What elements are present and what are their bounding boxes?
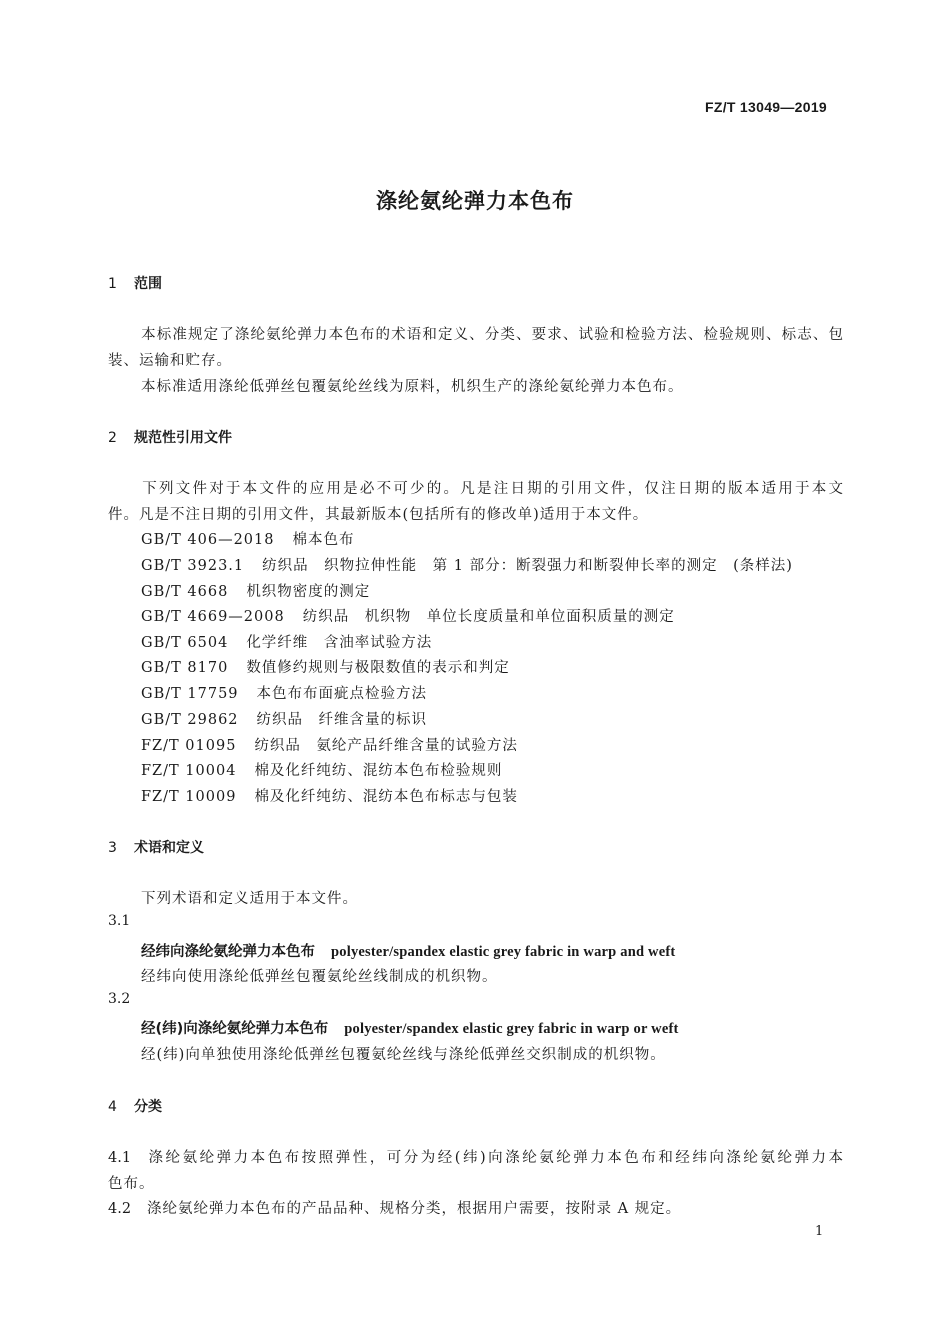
section-title: 术语和定义 xyxy=(134,840,204,856)
reference-item: GB/T 17759 本色布布面疵点检验方法 xyxy=(141,686,428,702)
standard-number: FZ/T 13049—2019 xyxy=(705,99,828,115)
reference-item: GB/T 406—2018 棉本色布 xyxy=(141,532,355,548)
term-entry xyxy=(141,1017,679,1038)
reference-item: GB/T 4668 机织物密度的测定 xyxy=(141,584,371,600)
term-entry xyxy=(141,940,675,961)
clause-4-1-line2: 色布。 xyxy=(108,1176,155,1192)
clause-4-2: 4.2 涤纶氨纶弹力本色布的产品品种、规格分类，根据用户需要，按附录 A 规定。 xyxy=(108,1201,682,1217)
s2-intro-line2: 件。凡是不注日期的引用文件，其最新版本(包括所有的修改单)适用于本文件。 xyxy=(108,507,649,523)
section-title: 范围 xyxy=(134,276,162,292)
clause-number: 4.2 xyxy=(108,1201,132,1217)
reference-item: GB/T 8170 数值修约规则与极限数值的表示和判定 xyxy=(141,660,510,676)
clause-number: 4.1 xyxy=(108,1150,132,1166)
reference-item: GB/T 6504 化学纤维 含油率试验方法 xyxy=(141,635,433,651)
s1-paragraph1-line2: 装、运输和贮存。 xyxy=(108,353,232,369)
section-number: 4 xyxy=(108,1099,117,1115)
reference-item: FZ/T 01095 纺织品 氨纶产品纤维含量的试验方法 xyxy=(141,738,518,754)
term-number: 3.1 xyxy=(108,913,131,929)
page-title: 涤纶氨纶弹力本色布 xyxy=(376,189,574,213)
section-number: 2 xyxy=(108,430,117,446)
page-number: 1 xyxy=(815,1224,824,1239)
reference-item: GB/T 4669—2008 纺织品 机织物 单位长度质量和单位面积质量的测定 xyxy=(141,609,675,625)
term-definition: 经纬向使用涤纶低弹丝包覆氨纶丝线制成的机织物。 xyxy=(141,969,498,985)
reference-item: GB/T 3923.1 纺织品 织物拉伸性能 第 1 部分：断裂强力和断裂伸长率的测定 (条样法) xyxy=(141,558,793,574)
clause-4-1-line1: 4.1 涤纶氨纶弹力本色布按照弹性，可分为经(纬)向涤纶氨纶弹力本色布和经纬向涤纶氨纶弹力本 xyxy=(108,1150,844,1166)
reference-item: GB/T 29862 纺织品 纤维含量的标识 xyxy=(141,712,428,728)
s2-intro-line1: 下列文件对于本文件的应用是必不可少的。凡是注日期的引用文件，仅注日期的版本适用于本文 xyxy=(141,481,844,497)
s1-paragraph2: 本标准适用涤纶低弹丝包覆氨纶丝线为原料，机织生产的涤纶氨纶弹力本色布。 xyxy=(141,379,684,395)
section-number: 3 xyxy=(108,840,117,856)
s3-intro: 下列术语和定义适用于本文件。 xyxy=(141,891,358,907)
section-1-heading xyxy=(108,273,162,293)
term-en: polyester/spandex elastic grey fabric in warp or weft xyxy=(344,1021,679,1037)
section-3-heading xyxy=(108,837,204,857)
reference-item: FZ/T 10009 棉及化纤纯纺、混纺本色布标志与包装 xyxy=(141,789,518,805)
section-title: 规范性引用文件 xyxy=(134,430,232,446)
section-2-heading xyxy=(108,427,232,447)
section-title: 分类 xyxy=(134,1099,162,1115)
term-number: 3.2 xyxy=(108,991,131,1007)
term-definition: 经(纬)向单独使用涤纶低弹丝包覆氨纶丝线与涤纶低弹丝交织制成的机织物。 xyxy=(141,1047,666,1063)
reference-item: FZ/T 10004 棉及化纤纯纺、混纺本色布检验规则 xyxy=(141,763,503,779)
s1-paragraph1-line1: 本标准规定了涤纶氨纶弹力本色布的术语和定义、分类、要求、试验和检验方法、检验规则、标志、包 xyxy=(141,327,844,343)
section-number: 1 xyxy=(108,276,117,292)
term-zh: 经(纬)向涤纶氨纶弹力本色布 xyxy=(141,1021,329,1037)
term-en: polyester/spandex elastic grey fabric in warp and weft xyxy=(331,944,676,960)
term-zh: 经纬向涤纶氨纶弹力本色布 xyxy=(141,944,315,960)
section-4-heading xyxy=(108,1096,162,1116)
